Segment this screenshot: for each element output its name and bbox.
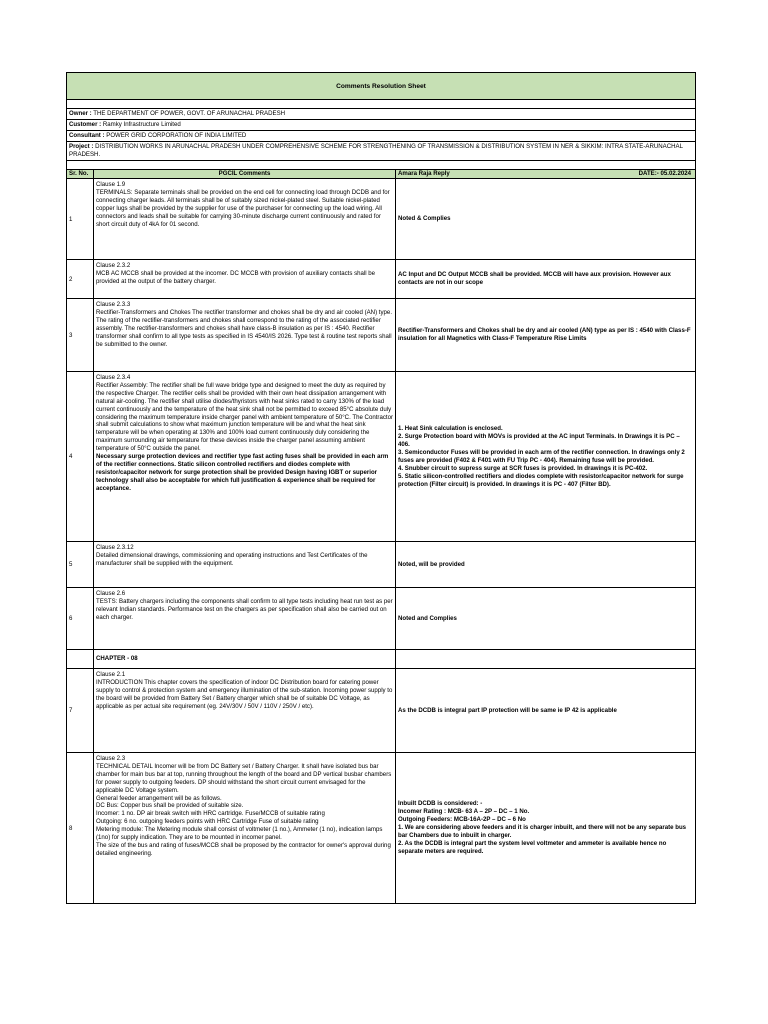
reply-line: Incomer Rating : MCB- 63 A – 2P – DC – 1 No.	[398, 808, 530, 815]
project-value: DISTRIBUTION WORKS IN ARUNACHAL PRADESH UNDER COMPREHENSIVE SCHEME FOR STRENGTHENING OF TRANSMISSION & DISTRIBUTION SYSTEM IN NER & SIKKIM: INTRA STATE-ARUNACHAL PRADESH.	[69, 143, 683, 158]
sheet-title: Comments Resolution Sheet	[67, 73, 695, 100]
row-sr-no: 1	[67, 179, 94, 259]
customer-row	[67, 120, 695, 131]
row-sr-no: 5	[67, 542, 94, 587]
row-clause: Clause 2.3.3	[96, 301, 131, 308]
row-comment	[94, 299, 396, 371]
chapter-row	[67, 650, 695, 669]
comment-line: DC Bus: Copper bus shall be provided of suitable size.	[96, 802, 244, 810]
row-reply: Noted, will be provided	[398, 560, 465, 568]
table-row	[67, 753, 695, 903]
row-sr-no: 2	[67, 260, 94, 298]
comment-line: Incomer: 1 no. DP air break switch with HRC cartridge. Fuse/MCCB of suitable rating	[96, 810, 325, 818]
row-clause: Clause 2.3.4	[96, 374, 131, 381]
reply-line: Outgoing Feeders: MCB-16A-2P – DC – 6 No	[398, 816, 526, 823]
owner-value: THE DEPARTMENT OF POWER, GOVT. OF ARUNACHAL PRADESH	[93, 110, 286, 117]
table-row	[67, 260, 695, 299]
comment-line: TECHNICAL DETAIL Incomer will be from DC Battery set / Battery Charger. It shall have isolated bus bar chamber for main bus bar at top, running throughout the length of the board and DP vertical busbar chambers for power supply to outgoing feeders. DP should withstand the short circuit current envisaged for the applicable DC Voltage system.	[96, 762, 392, 794]
consultant-row	[67, 131, 695, 142]
reply-line: Inbuilt DCDB is considered: -	[398, 800, 483, 807]
row-comment	[94, 542, 396, 587]
spacer-row	[67, 161, 695, 170]
reply-line: 2. Surge Protection board with MOVs is provided at the AC input Terminals. In Drawings it is PC – 406.	[398, 432, 680, 448]
comment-line: Outgoing: 6 no. outgoing feeders points with HRC Cartridge Fuse of suitable rating	[96, 818, 319, 826]
row-reply: Noted and Complies	[398, 614, 457, 622]
row-clause: Clause 2.3	[96, 755, 126, 762]
owner-row	[67, 109, 695, 120]
consultant-label: Consultant :	[69, 132, 105, 139]
comment-line: The size of the bus and rating of fuses/MCCB shall be proposed by the contractor for owner's approval during detailed engineering.	[96, 841, 391, 857]
row-clause: Clause 2.6	[96, 590, 126, 597]
row-comment-bold-text: Necessary surge protection devices and rectifier type fast acting fuses shall be provided in each arm of the rectifier connections. Static silicon controlled rectifiers and diodes complete with resistor/capacitor network for surge protection shall be provided Design having IGBT or superior technology shall also be acceptable for which full justification & experience shall be required for acceptance.	[96, 453, 389, 492]
row-clause: Clause 2.1	[96, 671, 126, 678]
reply-line: 3. Semiconductor Fuses will be provided in each arm of the rectifier connection. In drawings only 2 fuses are provided (F402 & F401 with FU Trip PC - 404). Remaining fuse will be provided.	[398, 448, 685, 464]
project-row	[67, 142, 695, 161]
row-comment-text: TERMINALS: Separate terminals shall be provided on the end cell for connecting load through DCDB and for connecting charger leads. All terminals shall be of suitably sized nickel-plated steel. Suitable nickel-plated copper lugs shall be provided by the supplier for use of the purchaser for connecting up the load wiring. All connectors and leads shall be suitable for carrying 30-minute discharge current continuously and rated for short circuit duty of 4kA for 01 second.	[96, 188, 390, 228]
reply-line: 5. Static silicon-controlled rectifiers and diodes complete with resistor/capacitor network for surge protection (Filter circuit) is provided. In drawings it is PC - 407 (Filter BD).	[398, 472, 684, 488]
comments-resolution-sheet	[66, 72, 696, 904]
comment-line: General feeder arrangement will be as follows.	[96, 794, 222, 802]
row-comment-text: INTRODUCTION This chapter covers the specification of indoor DC Distribution board for catering power supply to control & protection system and emergency illumination of the sub-station. Incoming power supply to the board will be provided from Battery Set / Battery charger which shall be of suitable DC Voltage, as applicable as per actual site requirement (eg. 24V/30V / 50V / 110V / 250V / etc).	[96, 678, 393, 710]
row-reply: Noted & Complies	[398, 215, 451, 222]
customer-label: Customer :	[69, 121, 102, 128]
header-pgcil-comments: PGCIL Comments	[94, 170, 396, 178]
row-reply	[396, 372, 695, 541]
header-amara-raja-reply: Amara Raja Reply	[398, 170, 450, 177]
row-sr-no: 6	[67, 588, 94, 649]
spacer-row	[67, 100, 695, 109]
row-comment	[94, 179, 396, 259]
customer-value: Ramky Infrastructure Limited	[102, 121, 181, 128]
row-comment	[94, 260, 396, 298]
row-reply: AC Input and DC Output MCCB shall be provided. MCCB will have aux provision. However aux contacts are not in our scope	[398, 271, 671, 286]
row-comment	[94, 372, 396, 541]
row-comment	[94, 588, 396, 649]
row-clause: Clause 2.3.2	[96, 262, 131, 269]
header-date: DATE:- 05.02.2024	[638, 170, 691, 177]
row-clause: Clause 2.3.12	[96, 544, 134, 551]
row-comment-text: Rectifier Assembly: The rectifier shall be full wave bridge type and designed to meet the duty as required by the respective Charger. The rectifier cells shall be provided with their own heat dissipation arrangement with natural air-cooling. The rectifier shall utilise diodes/thyristors with heat sinks rated to carry 130% of the load current continuously and the temperature of the heat sink shall not be permitted to exceed 85°C absolute duly considering the maximum temperature inside charger panel with ambient temperature of 50°C. The Contractor shall submit calculations to show what maximum junction temperature will be and what the heat sink temperature will be when operating at 130% and 100% load current continuously duly considering the maximum surrounding air temperature for these devices inside the charger panel assuming ambient temperature of 50°C outside the panel.	[96, 381, 394, 453]
row-reply: Rectifier-Transformers and Chokes shall be dry and air cooled (AN) type as per IS : 4540 with Class-F insulation for all Magnetics with Class-F Temperature Rise Limits	[398, 327, 691, 342]
reply-line: 2. As the DCDB is integral part the system level voltmeter and ammeter is available hence no separate meters are required.	[398, 840, 667, 855]
comment-line: Metering module: The Metering module shall consist of voltmeter (1 no.), Ammeter (1 no), indication lamps (1no) for supply indication. They are to be mounted in incomer panel.	[96, 826, 383, 842]
table-row	[67, 542, 695, 588]
row-comment-text: MCB AC MCCB shall be provided at the incomer. DC MCCB with provision of auxiliary contacts shall be provided at the output of the battery charger.	[96, 269, 376, 285]
reply-line: 4. Snubber circuit to supress surge at SCR fuses is provided. In drawings it is PC-402.	[398, 464, 648, 472]
chapter-empty-reply	[396, 650, 695, 668]
row-comment-text: TESTS: Battery chargers including the components shall confirm to all type tests including heat run test as per relevant Indian standards. Performance test on the chargers as per specification shall also be carried out on each charger.	[96, 597, 393, 621]
row-clause: Clause 1.9	[96, 181, 126, 188]
row-comment	[94, 669, 396, 752]
table-row	[67, 669, 695, 753]
header-sr-no: Sr. No.	[67, 170, 94, 178]
header-reply	[396, 170, 695, 178]
row-comment-text: Detailed dimensional drawings, commissioning and operating instructions and Test Certificates of the manufacturer shall be supplied with the equipment.	[96, 551, 368, 567]
row-sr-no: 4	[67, 372, 94, 541]
table-row	[67, 588, 695, 650]
row-sr-no: 3	[67, 299, 94, 371]
reply-line: 1. We are considering above feeders and it is charger inbuilt, and there will not be any separate bus bar Chambers due to inbuilt in charger.	[398, 824, 687, 839]
row-sr-no: 8	[67, 753, 94, 903]
chapter-label: CHAPTER - 08	[94, 650, 396, 668]
chapter-empty-cell	[67, 650, 94, 668]
row-sr-no: 7	[67, 669, 94, 752]
table-header	[67, 170, 695, 179]
table-row	[67, 299, 695, 372]
row-reply: As the DCDB is integral part IP protection will be same ie IP 42 is applicable	[398, 706, 617, 714]
row-reply	[396, 753, 695, 903]
row-comment	[94, 753, 396, 903]
table-row	[67, 179, 695, 260]
consultant-value: POWER GRID CORPORATION OF INDIA LIMITED	[106, 132, 247, 139]
owner-label: Owner :	[69, 110, 92, 117]
reply-line: 1. Heat Sink calculation is enclosed.	[398, 424, 503, 432]
project-label: Project :	[69, 143, 94, 150]
table-row	[67, 372, 695, 542]
row-comment-text: Rectifier-Transformers and Chokes The rectifier transformer and chokes shall be dry and air cooled (AN) type. The rating of the rectifier-transformers and chokes shall correspond to the rating of the associated rectifier assembly. The rectifier-transformers and chokes shall have class-B insulation as per IS : 4540. Rectifier transformer shall confirm to all type tests as specified in IS 4540/IS 2026. Type test & routine test reports shall be submitted to the owner.	[96, 308, 393, 348]
